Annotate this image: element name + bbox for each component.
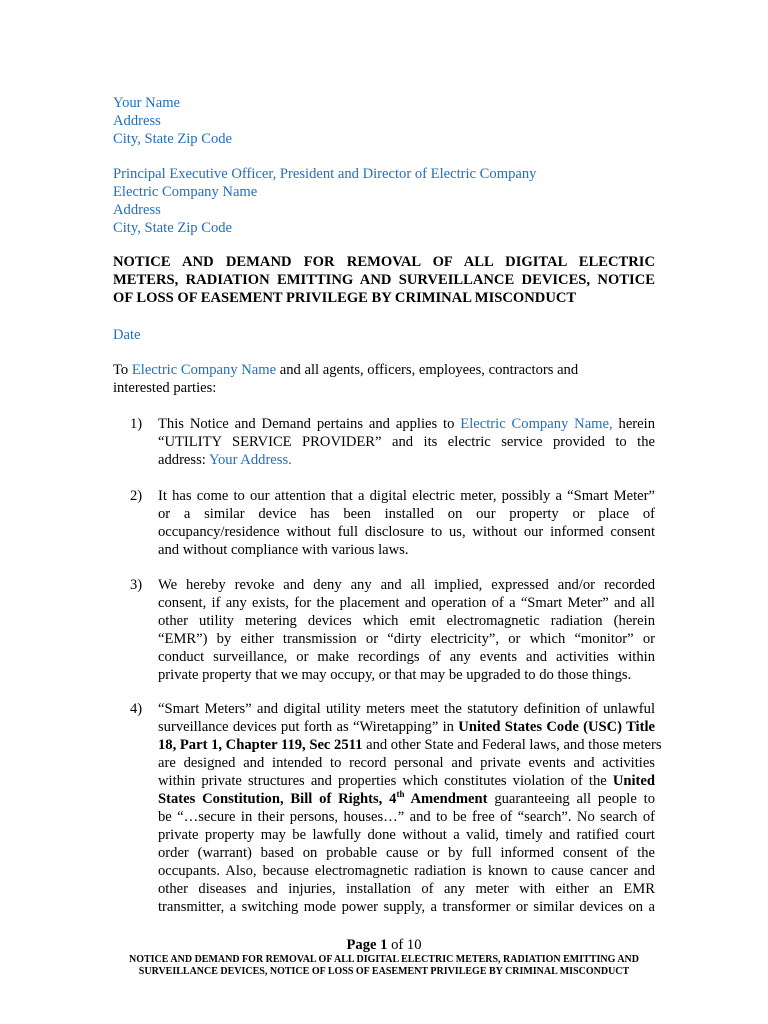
item-number: 1): [130, 416, 143, 432]
item-line: transmitter, a switching mode power supply, a transformer or similar devices on a: [158, 899, 655, 915]
item-line: We hereby revoke and deny any and all implied, expressed and/or recorded: [158, 577, 655, 593]
recipient-block: [113, 165, 536, 237]
sender-city: City, State Zip Code: [113, 131, 233, 147]
item-line: This Notice and Demand pertains and applies to Electric Company Name, herein: [158, 416, 655, 432]
sender-name: Your Name: [113, 95, 181, 111]
item-line: within private structures and properties which constitutes violation of the United: [158, 773, 655, 789]
document-heading: [113, 253, 655, 307]
item-line: private property that we may occupy, or that may be upgraded to do those things.: [158, 667, 632, 683]
item-body: [158, 700, 662, 916]
item-line: other utility metering devices which emit electromagnetic radiation (herein: [158, 613, 655, 629]
item-line: consent, if any exists, for the placement and operation of a “Smart Meter” and all: [158, 595, 655, 611]
item-line: are designed and intended to record personal and private events and activities: [158, 755, 655, 771]
item-line: address: Your Address.: [158, 452, 292, 468]
salutation-rest: and all agents, officers, employees, contractors and: [276, 362, 579, 378]
heading-line: METERS, RADIATION EMITTING AND SURVEILLANCE DEVICES, NOTICE: [113, 272, 655, 288]
item-line: “Smart Meters” and digital utility meters meet the statutory definition of unlawful: [158, 701, 655, 717]
legal-citation: United States Code (USC) Title: [458, 719, 655, 735]
footer-title-line: SURVEILLANCE DEVICES, NOTICE OF LOSS OF EASEMENT PRIVILEGE BY CRIMINAL MISCONDUCT: [138, 965, 630, 977]
item-line: occupancy/residence without full disclosure to us, without our informed consent: [158, 524, 655, 540]
salutation-prefix: To: [113, 362, 132, 378]
item-body: [158, 487, 655, 559]
heading-line: OF LOSS OF EASEMENT PRIVILEGE BY CRIMINAL MISCONDUCT: [113, 290, 577, 306]
item-line: or a similar device has been installed on our property or place of: [158, 506, 655, 522]
salutation: [113, 361, 655, 397]
sender-block: [113, 94, 232, 148]
item-number: 2): [130, 488, 143, 504]
item-line: “EMR”) by either transmission or “dirty electricity”, or which “monitor” or: [158, 631, 655, 647]
legal-citation: United: [612, 773, 655, 789]
item-line: surveillance devices put forth as “Wiretapping” in United States Code (USC) Title: [158, 719, 655, 735]
item-number: 3): [130, 577, 143, 593]
list-item: [130, 415, 655, 469]
salutation-company: Electric Company Name: [131, 362, 277, 378]
item-line: States Constitution, Bill of Rights, 4th Amendment guaranteeing all people to: [158, 789, 656, 807]
company-placeholder: Electric Company Name,: [460, 416, 613, 432]
recipient-city: City, State Zip Code: [113, 220, 233, 236]
item-line: 18, Part 1, Chapter 119, Sec 2511 and other State and Federal laws, and those meters: [158, 737, 662, 753]
list-item: [130, 487, 655, 559]
recipient-company: Electric Company Name: [113, 184, 258, 200]
page-number: 1: [380, 937, 388, 953]
footer-title-line: NOTICE AND DEMAND FOR REMOVAL OF ALL DIGITAL ELECTRIC METERS, RADIATION EMITTING AND: [129, 954, 639, 965]
item-line: and without compliance with various laws.: [158, 542, 409, 558]
page-label: Page: [346, 937, 377, 953]
item-line: occupants. Also, because electromagnetic radiation is known to cause cancer and: [158, 863, 655, 879]
page-counter: [0, 936, 768, 954]
item-line: conduct surveillance, or make recordings of any events and activities within: [158, 649, 655, 665]
item-line: be “…secure in their persons, houses…” and to be free of “search”. No search of: [158, 809, 655, 825]
item-body: [158, 576, 655, 684]
recipient-address: Address: [113, 202, 161, 218]
heading-line: NOTICE AND DEMAND FOR REMOVAL OF ALL DIGITAL ELECTRIC: [113, 254, 655, 270]
date-field: Date: [113, 327, 141, 343]
list-item: [130, 576, 655, 684]
legal-citation: 18, Part 1, Chapter 119, Sec 2511: [158, 737, 363, 753]
address-placeholder: Your Address.: [208, 452, 292, 468]
list-item: [130, 700, 662, 916]
item-body: [158, 415, 655, 469]
salutation-line2: interested parties:: [113, 380, 217, 396]
recipient-title: Principal Executive Officer, President and Director of Electric Company: [113, 166, 537, 182]
page-total: of 10: [387, 937, 422, 953]
item-line: other diseases and injuries, installation of any meter with either an EMR: [158, 881, 655, 897]
item-line: order (warrant) based on probable cause or by full informed consent of the: [158, 845, 655, 861]
item-line: “UTILITY SERVICE PROVIDER” and its electric service provided to the: [158, 434, 655, 450]
sender-address: Address: [113, 113, 161, 129]
item-line: It has come to our attention that a digital electric meter, possibly a “Smart Meter”: [158, 488, 655, 504]
legal-citation: States Constitution, Bill of Rights, 4th Amendment: [158, 789, 488, 807]
page-footer: [0, 936, 768, 977]
item-line: private property may be lawfully done without a valid, timely and ratified court: [158, 827, 655, 843]
item-number: 4): [130, 701, 143, 717]
